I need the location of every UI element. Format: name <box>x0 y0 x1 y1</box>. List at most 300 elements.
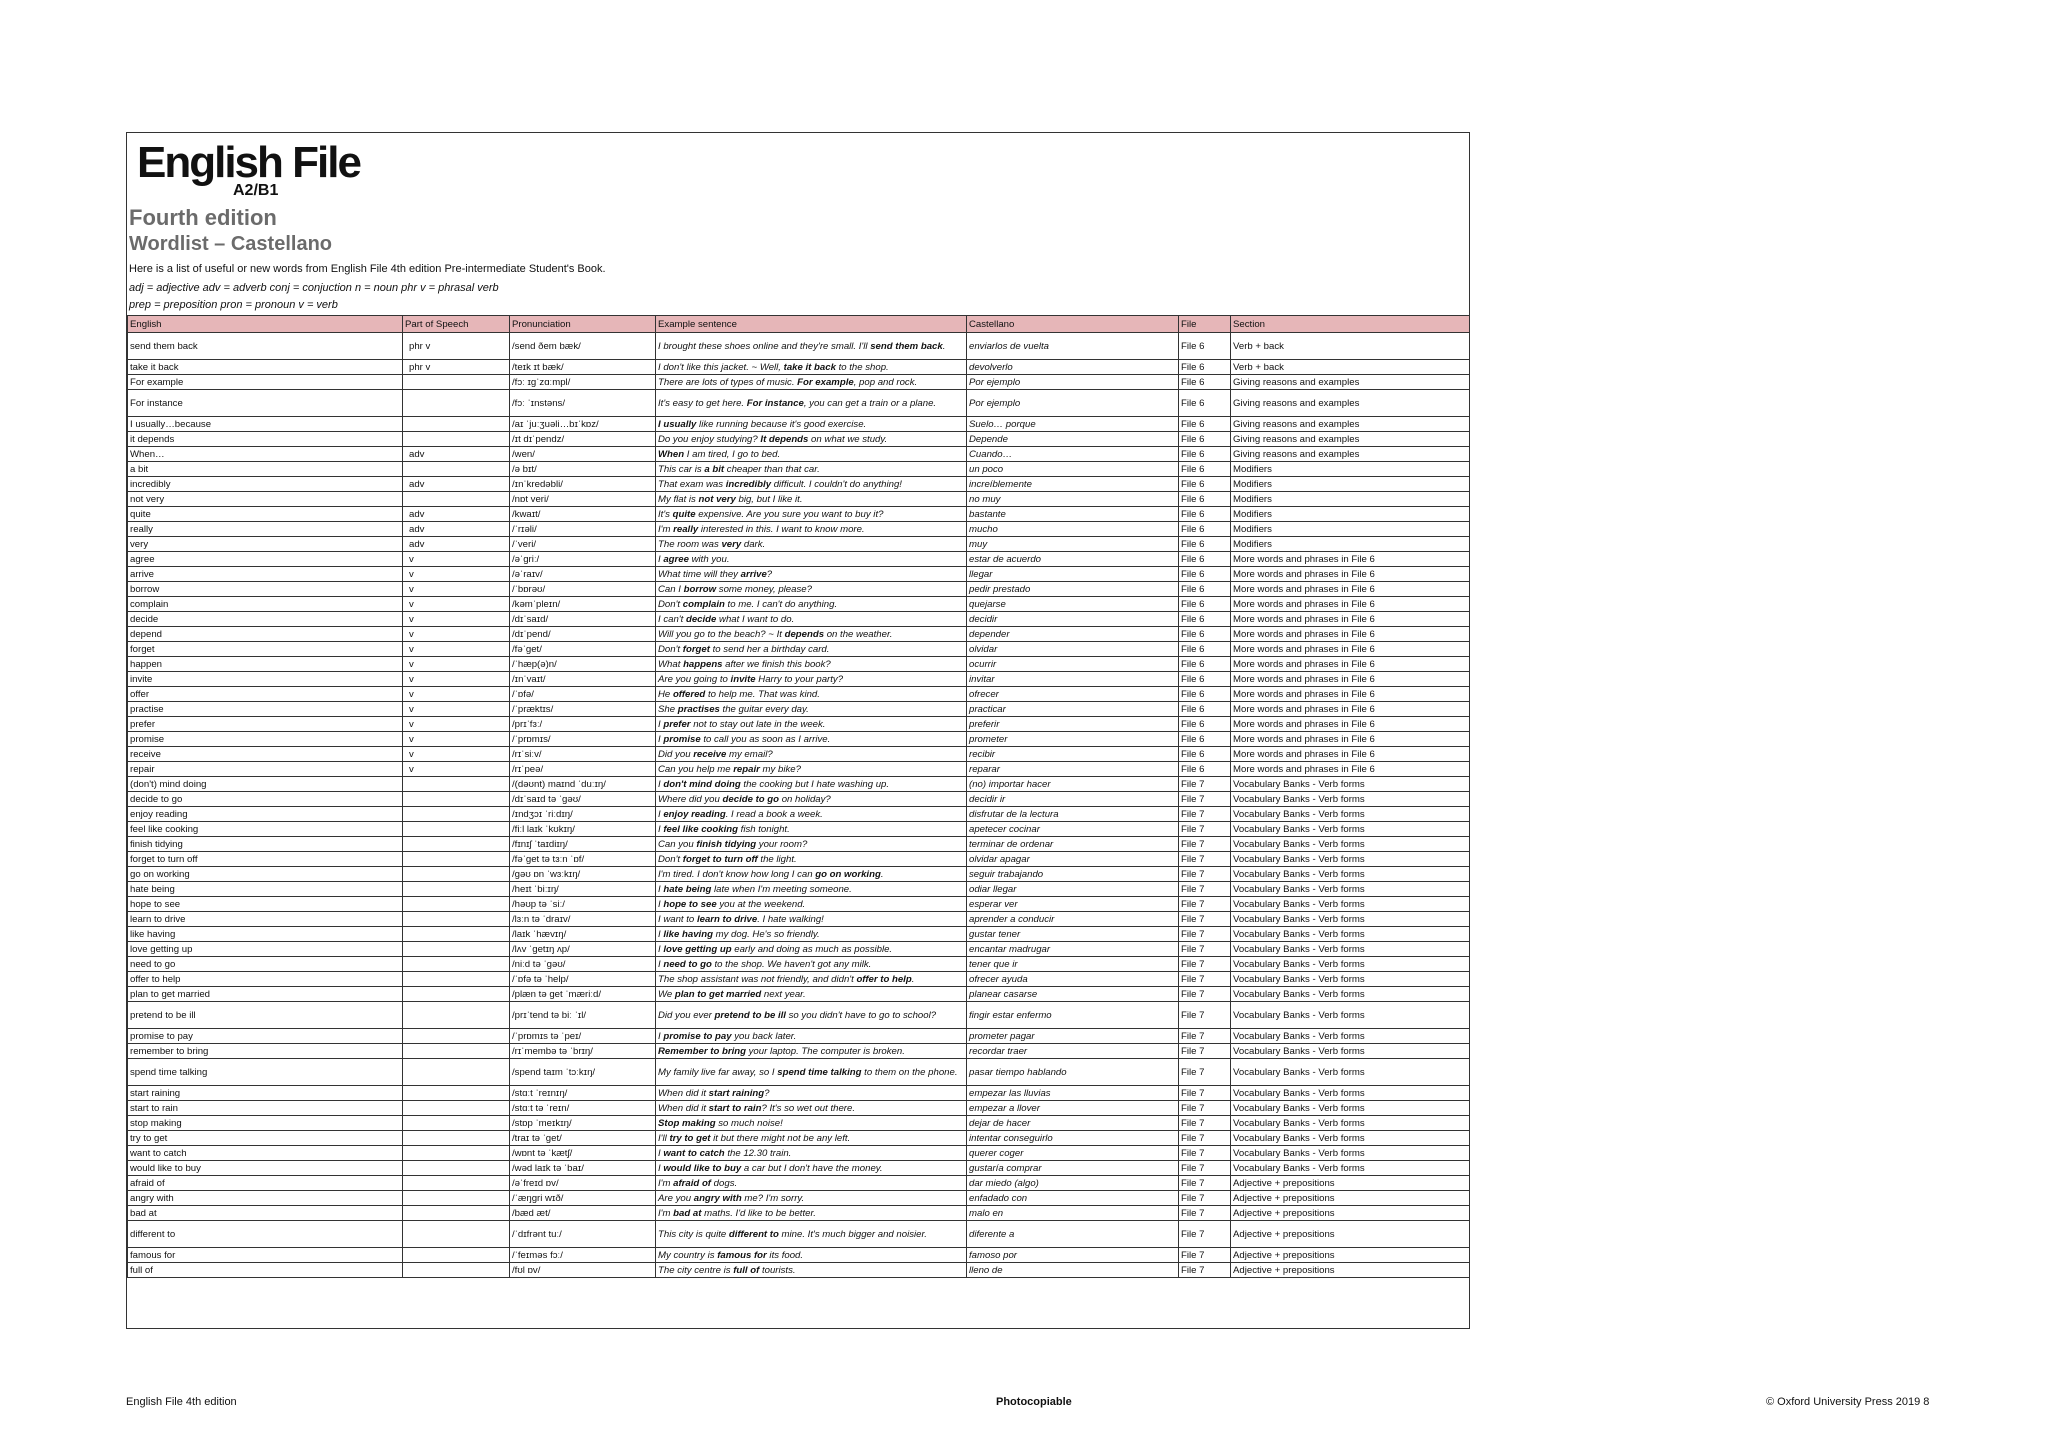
pronunciation-cell: /ɪndʒɔɪ ˈriːdɪŋ/ <box>510 807 656 822</box>
example-keyword: full of <box>733 1264 760 1276</box>
part-of-speech-cell: adv <box>403 447 510 462</box>
example-text: I don't like this jacket. ~ Well, <box>658 361 784 373</box>
intro-text: Here is a list of useful or new words from English File 4th edition Pre-intermediate Student's Book. <box>129 263 606 275</box>
table-row <box>128 507 1470 522</box>
example-keyword: really <box>673 523 699 535</box>
pronunciation-cell: /ˈhæp(ə)n/ <box>510 657 656 672</box>
file-cell: File 7 <box>1179 957 1231 972</box>
section-cell: Verb + back <box>1231 360 1470 375</box>
section-cell: Modifiers <box>1231 462 1470 477</box>
castellano-cell: devolverlo <box>967 360 1179 375</box>
file-cell: File 6 <box>1179 492 1231 507</box>
section-cell: More words and phrases in File 6 <box>1231 657 1470 672</box>
example-text: I <box>658 1162 664 1174</box>
file-cell: File 6 <box>1179 333 1231 360</box>
section-cell: Adjective + prepositions <box>1231 1176 1470 1191</box>
english-cell: start raining <box>128 1086 403 1101</box>
table-row <box>128 987 1470 1002</box>
file-cell: File 6 <box>1179 732 1231 747</box>
part-of-speech-cell <box>403 777 510 792</box>
example-keyword: very <box>721 538 742 550</box>
section-cell: Vocabulary Banks - Verb forms <box>1231 837 1470 852</box>
table-row <box>128 1002 1470 1029</box>
part-of-speech-cell <box>403 972 510 987</box>
part-of-speech-cell <box>403 1002 510 1029</box>
english-cell: I usually…because <box>128 417 403 432</box>
section-cell: Giving reasons and examples <box>1231 375 1470 390</box>
table-row <box>128 1221 1470 1248</box>
edition-title: Fourth edition <box>129 205 277 230</box>
pronunciation-cell: /ˈprɒmɪs/ <box>510 732 656 747</box>
english-cell: plan to get married <box>128 987 403 1002</box>
castellano-cell: terminar de ordenar <box>967 837 1179 852</box>
castellano-cell: disfrutar de la lectura <box>967 807 1179 822</box>
example-keyword: would like to buy <box>663 1162 742 1174</box>
example-keyword: start to rain <box>708 1102 762 1114</box>
example-text: I <box>658 778 664 790</box>
section-cell: Vocabulary Banks - Verb forms <box>1231 1002 1470 1029</box>
table-row <box>128 792 1470 807</box>
section-cell: Modifiers <box>1231 522 1470 537</box>
pronunciation-cell: /fəˈɡet tə tɜːn ˈɒf/ <box>510 852 656 867</box>
file-cell: File 7 <box>1179 792 1231 807</box>
part-of-speech-cell <box>403 867 510 882</box>
table-row <box>128 867 1470 882</box>
english-cell: offer <box>128 687 403 702</box>
castellano-cell: decidir <box>967 612 1179 627</box>
file-cell: File 6 <box>1179 687 1231 702</box>
file-cell: File 6 <box>1179 612 1231 627</box>
example-text: Did you <box>658 748 694 760</box>
table-row <box>128 822 1470 837</box>
example-cell <box>656 1131 967 1146</box>
example-text: My family live far away, so I <box>658 1066 778 1078</box>
file-cell: File 6 <box>1179 567 1231 582</box>
example-keyword: like having <box>663 928 713 940</box>
table-row <box>128 642 1470 657</box>
english-cell: receive <box>128 747 403 762</box>
example-text: I'm <box>658 523 674 535</box>
example-cell <box>656 1206 967 1221</box>
example-cell <box>656 792 967 807</box>
example-keyword: For example <box>797 376 854 388</box>
example-keyword: I usually <box>658 418 697 430</box>
pronunciation-cell: /ɪt dɪˈpendz/ <box>510 432 656 447</box>
example-text: fish tonight. <box>738 823 790 835</box>
castellano-cell: Por ejemplo <box>967 390 1179 417</box>
example-cell <box>656 1191 967 1206</box>
example-text: like running because it's good exercise. <box>696 418 867 430</box>
castellano-cell: estar de acuerdo <box>967 552 1179 567</box>
table-row <box>128 447 1470 462</box>
example-cell <box>656 375 967 390</box>
castellano-cell: olvidar apagar <box>967 852 1179 867</box>
example-text: Harry to your party? <box>755 673 844 685</box>
example-text: , pop and rock. <box>853 376 918 388</box>
english-cell: full of <box>128 1263 403 1278</box>
english-cell: offer to help <box>128 972 403 987</box>
pronunciation-cell: /nɒt veri/ <box>510 492 656 507</box>
example-text: a car but I don't have the money. <box>741 1162 883 1174</box>
castellano-cell: empezar a llover <box>967 1101 1179 1116</box>
example-keyword: learn to drive <box>696 913 758 925</box>
example-cell <box>656 1059 967 1086</box>
file-cell: File 6 <box>1179 582 1231 597</box>
english-cell: go on working <box>128 867 403 882</box>
english-cell: different to <box>128 1221 403 1248</box>
part-of-speech-cell <box>403 1221 510 1248</box>
part-of-speech-cell <box>403 1146 510 1161</box>
footer-photocopiable: Photocopiable <box>996 1396 1072 1408</box>
file-cell: File 7 <box>1179 1086 1231 1101</box>
castellano-cell: lleno de <box>967 1263 1179 1278</box>
table-row <box>128 837 1470 852</box>
example-text: This city is quite <box>658 1228 729 1240</box>
table-row <box>128 462 1470 477</box>
level-badge: A2/B1 <box>233 182 279 199</box>
english-cell: agree <box>128 552 403 567</box>
file-cell: File 6 <box>1179 375 1231 390</box>
part-of-speech-cell <box>403 792 510 807</box>
english-cell: depend <box>128 627 403 642</box>
example-cell <box>656 1101 967 1116</box>
castellano-cell: quejarse <box>967 597 1179 612</box>
example-text: what I want to do. <box>716 613 795 625</box>
example-cell <box>656 1221 967 1248</box>
pronunciation-cell: /spend taɪm ˈtɔːkɪŋ/ <box>510 1059 656 1086</box>
file-cell: File 6 <box>1179 762 1231 777</box>
english-cell: practise <box>128 702 403 717</box>
part-of-speech-cell: v <box>403 627 510 642</box>
english-file-logo: English File <box>137 138 360 187</box>
example-text: This car is <box>658 463 705 475</box>
section-cell: Modifiers <box>1231 507 1470 522</box>
example-cell <box>656 882 967 897</box>
pronunciation-cell: /fiːl laɪk ˈkʊkɪŋ/ <box>510 822 656 837</box>
file-cell: File 6 <box>1179 672 1231 687</box>
section-cell: More words and phrases in File 6 <box>1231 597 1470 612</box>
example-text: to help me. That was kind. <box>705 688 820 700</box>
example-text: to call you as soon as I arrive. <box>700 733 831 745</box>
english-cell: take it back <box>128 360 403 375</box>
example-text: your laptop. The computer is broken. <box>745 1045 905 1057</box>
pronunciation-cell: /send ðem bæk/ <box>510 333 656 360</box>
table-header-row <box>128 316 1470 333</box>
pronunciation-cell: /dɪˈsaɪd tə ˈɡəʊ/ <box>510 792 656 807</box>
example-keyword: hate being <box>663 883 712 895</box>
example-text: I'll <box>658 1132 670 1144</box>
example-cell <box>656 642 967 657</box>
part-of-speech-cell <box>403 1101 510 1116</box>
part-of-speech-cell <box>403 927 510 942</box>
example-cell <box>656 1116 967 1131</box>
section-cell: Modifiers <box>1231 537 1470 552</box>
example-text: When did it <box>658 1102 709 1114</box>
table-row <box>128 762 1470 777</box>
castellano-cell: dar miedo (algo) <box>967 1176 1179 1191</box>
english-cell: promise <box>128 732 403 747</box>
sheet-header <box>127 133 1469 315</box>
section-cell: More words and phrases in File 6 <box>1231 642 1470 657</box>
table-row <box>128 567 1470 582</box>
english-cell: remember to bring <box>128 1044 403 1059</box>
example-text: I'm <box>658 1177 674 1189</box>
pronunciation-cell: /əˈɡriː/ <box>510 552 656 567</box>
section-cell: Vocabulary Banks - Verb forms <box>1231 987 1470 1002</box>
part-of-speech-cell: v <box>403 612 510 627</box>
section-cell: Vocabulary Banks - Verb forms <box>1231 822 1470 837</box>
english-cell: famous for <box>128 1248 403 1263</box>
example-text: interested in this. I want to know more. <box>698 523 865 535</box>
section-cell: Vocabulary Banks - Verb forms <box>1231 1029 1470 1044</box>
example-keyword: hope to see <box>663 898 717 910</box>
example-cell <box>656 432 967 447</box>
pronunciation-cell: /wen/ <box>510 447 656 462</box>
example-cell <box>656 333 967 360</box>
castellano-cell: prometer <box>967 732 1179 747</box>
pronunciation-cell: /fɪnɪʃ ˈtaɪdiɪŋ/ <box>510 837 656 852</box>
file-cell: File 7 <box>1179 882 1231 897</box>
english-cell: decide to go <box>128 792 403 807</box>
castellano-cell: enviarlos de vuelta <box>967 333 1179 360</box>
part-of-speech-cell <box>403 375 510 390</box>
section-cell: Vocabulary Banks - Verb forms <box>1231 1044 1470 1059</box>
section-cell: Modifiers <box>1231 492 1470 507</box>
castellano-cell: aprender a conducir <box>967 912 1179 927</box>
example-text: the guitar every day. <box>719 703 809 715</box>
castellano-cell: muy <box>967 537 1179 552</box>
example-text: late when I'm meeting someone. <box>711 883 852 895</box>
example-text: I <box>658 883 664 895</box>
english-cell: learn to drive <box>128 912 403 927</box>
example-keyword: promise <box>663 733 701 745</box>
table-row <box>128 672 1470 687</box>
pronunciation-cell: /əˈfreɪd ɒv/ <box>510 1176 656 1191</box>
table-row <box>128 732 1470 747</box>
castellano-cell: increíblemente <box>967 477 1179 492</box>
section-cell: Vocabulary Banks - Verb forms <box>1231 1161 1470 1176</box>
pronunciation-cell: /wɒnt tə ˈkætʃ/ <box>510 1146 656 1161</box>
table-row <box>128 537 1470 552</box>
example-text: difficult. I couldn't do anything! <box>771 478 902 490</box>
file-cell: File 7 <box>1179 1029 1231 1044</box>
english-cell: hope to see <box>128 897 403 912</box>
part-of-speech-cell <box>403 1044 510 1059</box>
file-cell: File 7 <box>1179 1059 1231 1086</box>
castellano-cell: gustar tener <box>967 927 1179 942</box>
abbreviation-key-1: adj = adjective adv = adverb conj = conjuction n = noun phr v = phrasal verb <box>129 282 499 294</box>
pronunciation-cell: /ˈrɪəli/ <box>510 522 656 537</box>
example-cell <box>656 1161 967 1176</box>
example-keyword: don't mind doing <box>663 778 741 790</box>
example-keyword: need to go <box>663 958 712 970</box>
english-cell: a bit <box>128 462 403 477</box>
column-header-english: English <box>128 316 403 333</box>
castellano-cell: practicar <box>967 702 1179 717</box>
table-row <box>128 942 1470 957</box>
section-cell: Adjective + prepositions <box>1231 1206 1470 1221</box>
part-of-speech-cell <box>403 390 510 417</box>
part-of-speech-cell: v <box>403 582 510 597</box>
pronunciation-cell: /əˈraɪv/ <box>510 567 656 582</box>
example-text: on what we study. <box>808 433 888 445</box>
section-cell: Giving reasons and examples <box>1231 390 1470 417</box>
part-of-speech-cell <box>403 492 510 507</box>
example-text: Do you enjoy studying? <box>658 433 761 445</box>
example-text: I want to <box>658 913 697 925</box>
pronunciation-cell: /ˈbɒrəʊ/ <box>510 582 656 597</box>
pronunciation-cell: /stɑːt tə ˈreɪn/ <box>510 1101 656 1116</box>
file-cell: File 6 <box>1179 702 1231 717</box>
example-text: . I hate walking! <box>757 913 824 925</box>
example-text: She <box>658 703 678 715</box>
pronunciation-cell: /ˈfeɪməs fɔː/ <box>510 1248 656 1263</box>
file-cell: File 7 <box>1179 867 1231 882</box>
pronunciation-cell: /lɜːn tə ˈdraɪv/ <box>510 912 656 927</box>
example-text: cheaper than that car. <box>724 463 820 475</box>
example-cell <box>656 957 967 972</box>
english-cell: borrow <box>128 582 403 597</box>
pronunciation-cell: /fɔː ˈɪnstəns/ <box>510 390 656 417</box>
example-text: Can you help me <box>658 763 734 775</box>
example-keyword: feel like cooking <box>663 823 738 835</box>
part-of-speech-cell <box>403 1263 510 1278</box>
example-text: my dog. He's so friendly. <box>712 928 820 940</box>
castellano-cell: malo en <box>967 1206 1179 1221</box>
table-body <box>128 333 1470 1278</box>
example-cell <box>656 972 967 987</box>
pronunciation-cell: /prɪˈtend tə biː ˈɪl/ <box>510 1002 656 1029</box>
section-cell: Vocabulary Banks - Verb forms <box>1231 942 1470 957</box>
english-cell: happen <box>128 657 403 672</box>
example-text: . I read a book a week. <box>725 808 823 820</box>
pronunciation-cell: /traɪ tə ˈɡet/ <box>510 1131 656 1146</box>
example-cell <box>656 1263 967 1278</box>
example-keyword: bad at <box>673 1207 702 1219</box>
english-cell: quite <box>128 507 403 522</box>
example-text: It's <box>658 508 673 520</box>
part-of-speech-cell <box>403 987 510 1002</box>
section-cell: Verb + back <box>1231 333 1470 360</box>
file-cell: File 6 <box>1179 522 1231 537</box>
castellano-cell: encantar madrugar <box>967 942 1179 957</box>
castellano-cell: olvidar <box>967 642 1179 657</box>
pronunciation-cell: /ɪnˈkredəbli/ <box>510 477 656 492</box>
example-text: to the shop. We haven't got any milk. <box>711 958 872 970</box>
example-text: you at the weekend. <box>716 898 806 910</box>
example-cell <box>656 927 967 942</box>
pronunciation-cell: /ˈprɒmɪs tə ˈpeɪ/ <box>510 1029 656 1044</box>
example-keyword: plan to get married <box>674 988 762 1000</box>
castellano-cell: gustaría comprar <box>967 1161 1179 1176</box>
example-cell <box>656 1029 967 1044</box>
pronunciation-cell: /ˈɒfə tə ˈhelp/ <box>510 972 656 987</box>
part-of-speech-cell <box>403 837 510 852</box>
part-of-speech-cell <box>403 882 510 897</box>
part-of-speech-cell: v <box>403 747 510 762</box>
file-cell: File 7 <box>1179 1002 1231 1029</box>
example-text: some money, please? <box>716 583 812 595</box>
example-text: your room? <box>756 838 808 850</box>
example-text: There are lots of types of music. <box>658 376 798 388</box>
file-cell: File 7 <box>1179 1248 1231 1263</box>
castellano-cell: pedir prestado <box>967 582 1179 597</box>
example-text: Don't <box>658 598 683 610</box>
file-cell: File 6 <box>1179 447 1231 462</box>
section-cell: More words and phrases in File 6 <box>1231 702 1470 717</box>
table-row <box>128 897 1470 912</box>
file-cell: File 7 <box>1179 1116 1231 1131</box>
example-keyword: borrow <box>683 583 717 595</box>
example-keyword: try to get <box>669 1132 711 1144</box>
example-cell <box>656 897 967 912</box>
file-cell: File 7 <box>1179 987 1231 1002</box>
english-cell: bad at <box>128 1206 403 1221</box>
example-cell <box>656 612 967 627</box>
example-keyword: send them back <box>870 340 943 352</box>
table-row <box>128 852 1470 867</box>
pronunciation-cell: /ə bɪt/ <box>510 462 656 477</box>
pronunciation-cell: /dɪˈpend/ <box>510 627 656 642</box>
file-cell: File 7 <box>1179 1191 1231 1206</box>
castellano-cell: depender <box>967 627 1179 642</box>
table-row <box>128 912 1470 927</box>
table-row <box>128 432 1470 447</box>
example-keyword: offered <box>672 688 706 700</box>
table-row <box>128 390 1470 417</box>
example-text: , you can get a train or a plane. <box>803 397 937 409</box>
example-keyword: forget <box>682 643 710 655</box>
example-text: dark. <box>741 538 766 550</box>
part-of-speech-cell <box>403 1206 510 1221</box>
table-row <box>128 957 1470 972</box>
example-keyword: promise to pay <box>663 1030 732 1042</box>
example-keyword: practises <box>677 703 720 715</box>
english-cell: feel like cooking <box>128 822 403 837</box>
example-cell <box>656 1176 967 1191</box>
pronunciation-cell: /wəd laɪk tə ˈbaɪ/ <box>510 1161 656 1176</box>
file-cell: File 7 <box>1179 807 1231 822</box>
example-text: I <box>658 1030 664 1042</box>
section-cell: More words and phrases in File 6 <box>1231 672 1470 687</box>
example-keyword: agree <box>663 553 689 565</box>
example-cell <box>656 837 967 852</box>
table-row <box>128 1116 1470 1131</box>
file-cell: File 7 <box>1179 897 1231 912</box>
example-keyword: go on working <box>815 868 881 880</box>
section-cell: Vocabulary Banks - Verb forms <box>1231 852 1470 867</box>
file-cell: File 6 <box>1179 477 1231 492</box>
english-cell: send them back <box>128 333 403 360</box>
section-cell: More words and phrases in File 6 <box>1231 747 1470 762</box>
pronunciation-cell: /dɪˈsaɪd/ <box>510 612 656 627</box>
example-text: dogs. <box>711 1177 738 1189</box>
example-cell <box>656 1146 967 1161</box>
file-cell: File 6 <box>1179 462 1231 477</box>
file-cell: File 6 <box>1179 360 1231 375</box>
part-of-speech-cell <box>403 1191 510 1206</box>
file-cell: File 7 <box>1179 1146 1231 1161</box>
part-of-speech-cell <box>403 942 510 957</box>
table-row <box>128 612 1470 627</box>
example-cell <box>656 747 967 762</box>
section-cell: Modifiers <box>1231 477 1470 492</box>
example-keyword: Remember to bring <box>658 1045 746 1057</box>
table-row <box>128 777 1470 792</box>
file-cell: File 6 <box>1179 597 1231 612</box>
castellano-cell: preferir <box>967 717 1179 732</box>
file-cell: File 7 <box>1179 972 1231 987</box>
